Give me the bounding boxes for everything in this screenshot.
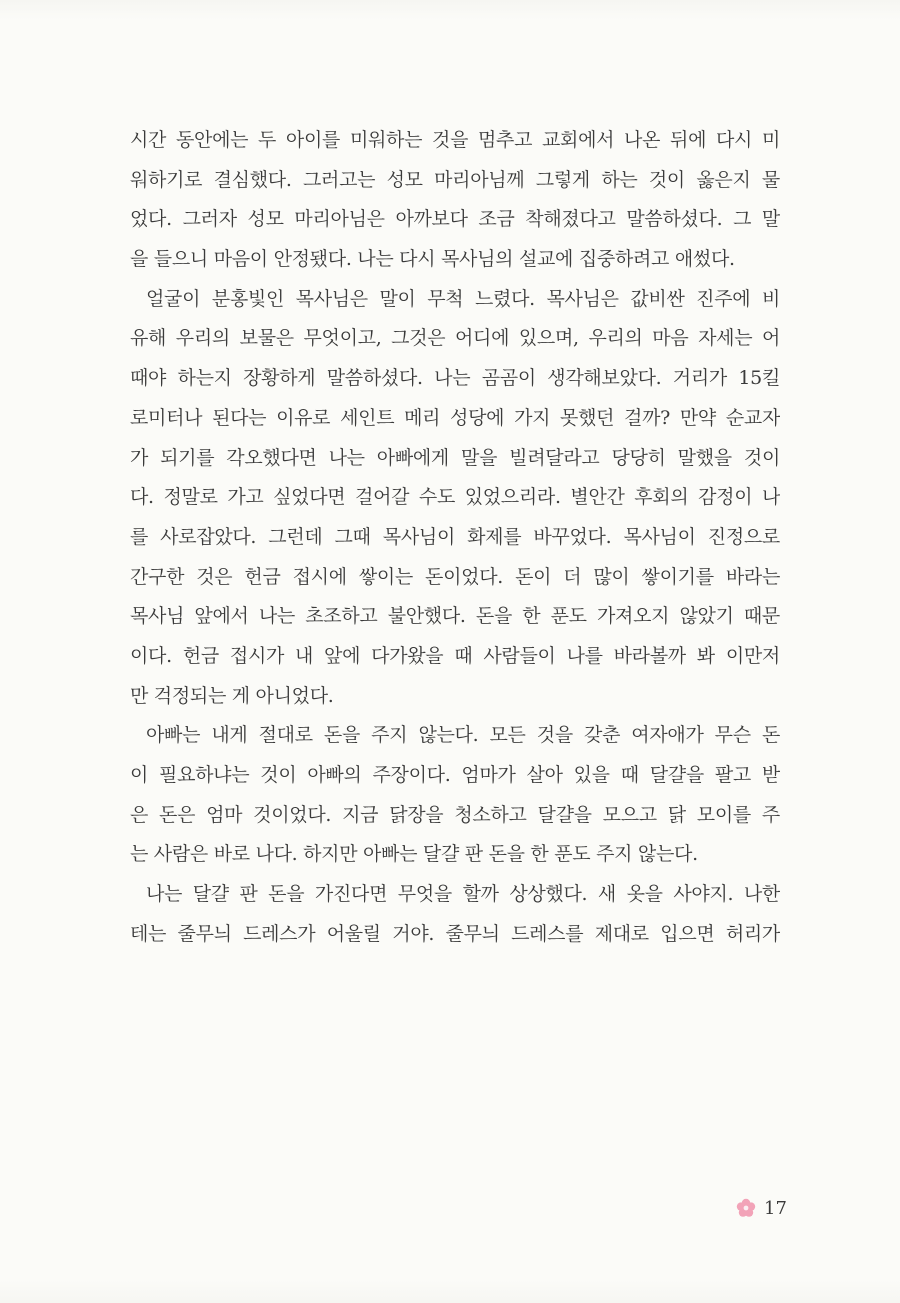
text-line: 간구한 것은 헌금 접시에 쌓이는 돈이었다. 돈이 더 많이 쌓이기를 바라는: [130, 565, 780, 588]
text-line: 었다. 그러자 성모 마리아님은 아까보다 조금 착해졌다고 말씀하셨다. 그 말: [130, 208, 780, 231]
text-line: 아빠는 내게 절대로 돈을 주지 않는다. 모든 것을 갖춘 여자애가 무슨 돈: [146, 724, 780, 747]
text-line: 는 사람은 바로 나다. 하지만 아빠는 달걀 판 돈을 한 푼도 주지 않는다.: [130, 843, 698, 866]
text-line: 테는 줄무늬 드레스가 어울릴 거야. 줄무늬 드레스를 제대로 입으면 허리가: [130, 922, 780, 945]
text-line: 이다. 헌금 접시가 내 앞에 다가왔을 때 사람들이 나를 바라볼까 봐 이만저: [130, 644, 780, 667]
text-line: 을 들으니 마음이 안정됐다. 나는 다시 목사님의 설교에 집중하려고 애썼다.: [130, 248, 735, 271]
text-line: 가 되기를 각오했다면 나는 아빠에게 말을 빌려달라고 당당히 말했을 것이: [130, 446, 780, 469]
text-line: 은 돈은 엄마 것이었다. 지금 닭장을 청소하고 달걀을 모으고 닭 모이를 주: [130, 803, 780, 826]
text-line: 를 사로잡았다. 그런데 그때 목사님이 화제를 바꾸었다. 목사님이 진정으로: [130, 525, 780, 548]
text-line: 나는 달걀 판 돈을 가진다면 무엇을 할까 상상했다. 새 옷을 사야지. 나한: [146, 883, 780, 906]
text-line: 목사님 앞에서 나는 초조하고 불안했다. 돈을 한 푼도 가져오지 않았기 때문: [130, 605, 780, 628]
text-line: 이 필요하냐는 것이 아빠의 주장이다. 엄마가 살아 있을 때 달걀을 팔고 받: [130, 764, 780, 786]
text-line: 얼굴이 분홍빛인 목사님은 말이 무척 느렸다. 목사님은 값비싼 진주에 비: [146, 287, 780, 310]
body-text: [130, 121, 780, 954]
flower-icon: [736, 1198, 756, 1218]
text-line: 로미터나 된다는 이유로 세인트 메리 성당에 가지 못했던 걸까? 만약 순교자: [130, 406, 780, 429]
text-line: 워하기로 결심했다. 그러고는 성모 마리아님께 그렇게 하는 것이 옳은지 물: [130, 168, 780, 191]
text-line: 만 걱정되는 게 아니었다.: [130, 684, 334, 707]
text-line: 유해 우리의 보물은 무엇이고, 그것은 어디에 있으며, 우리의 마음 자세는 어: [130, 327, 780, 350]
text-line: 시간 동안에는 두 아이를 미워하는 것을 멈추고 교회에서 나온 뒤에 다시 미: [130, 129, 780, 151]
text-line: 다. 정말로 가고 싶었다면 걸어갈 수도 있었으리라. 별안간 후회의 감정이 나: [130, 486, 780, 509]
text-line: 때야 하는지 장황하게 말씀하셨다. 나는 곰곰이 생각해보았다. 거리가 15킬: [130, 367, 780, 390]
page-footer: [736, 1196, 787, 1220]
page-number: 17: [764, 1197, 787, 1219]
